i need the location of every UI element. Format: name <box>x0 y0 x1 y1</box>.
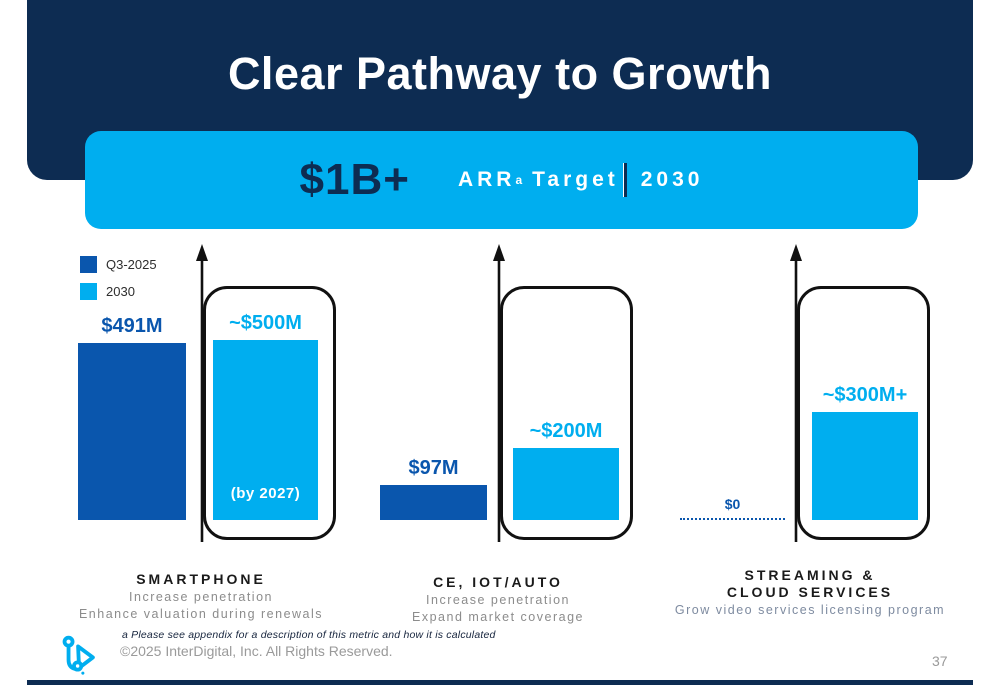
bar-ce-iot-target <box>513 420 619 520</box>
page-number: 37 <box>932 653 948 669</box>
banner-year: 2030 <box>640 168 704 191</box>
interdigital-logo-icon <box>57 635 103 677</box>
caption-streaming <box>645 567 975 618</box>
segment-description: Grow video services licensing program <box>674 603 946 617</box>
bar-ce-iot-current <box>380 457 487 520</box>
axis-arrow-streaming <box>786 244 806 542</box>
bar-rect <box>812 412 918 520</box>
axis-arrow-smartphone <box>192 244 212 542</box>
banner-arr-label: ARR <box>457 168 516 191</box>
bar-rect <box>78 343 186 520</box>
bar-rect <box>380 485 487 520</box>
bar-value-label: ~$200M <box>529 420 603 442</box>
bar-value-label: ~$300M+ <box>822 384 908 406</box>
bar-streaming-target <box>812 384 918 520</box>
bar-zero-dotted-line <box>680 518 785 520</box>
legend-item-2030 <box>80 283 157 300</box>
caption-smartphone <box>70 571 332 622</box>
legend <box>80 256 157 310</box>
bar-note: (by 2027) <box>230 485 301 502</box>
banner-divider <box>623 163 627 197</box>
segment-title: CLOUD SERVICES <box>726 584 894 600</box>
page-title: Clear Pathway to Growth <box>227 48 773 99</box>
legend-label-current: Q3-2025 <box>106 257 157 272</box>
bar-value-label: ~$500M <box>229 312 302 334</box>
segment-description: Increase penetration <box>129 590 273 604</box>
arr-target-banner <box>85 131 918 229</box>
legend-item-q3-2025 <box>80 256 157 273</box>
banner-arr-target <box>458 163 704 197</box>
caption-ce-iot <box>372 574 624 625</box>
segment-description: Increase penetration <box>426 593 570 607</box>
bar-rect <box>513 448 619 520</box>
legend-swatch-target <box>80 283 97 300</box>
bar-streaming-current <box>680 496 785 520</box>
axis-arrow-ce-iot <box>489 244 509 542</box>
banner-target-label: Target <box>532 168 619 191</box>
banner-footnote-marker: a <box>515 173 523 187</box>
bar-smartphone-current <box>78 315 186 520</box>
bar-value-label: $491M <box>101 315 163 337</box>
segment-title: STREAMING & <box>744 567 876 583</box>
banner-amount: $1B+ <box>299 155 410 204</box>
segment-description: Expand market coverage <box>412 610 584 624</box>
bar-rect <box>213 340 318 520</box>
copyright-text: ©2025 InterDigital, Inc. All Rights Reserved. <box>120 643 393 659</box>
bar-smartphone-target <box>213 312 318 520</box>
bar-value-label: $97M <box>408 457 459 479</box>
bar-value-label: $0 <box>724 496 741 512</box>
legend-label-target: 2030 <box>106 284 135 299</box>
segment-description: Enhance valuation during renewals <box>78 607 324 621</box>
footer-band <box>27 680 973 685</box>
appendix-footnote: a Please see appendix for a description of this metric and how it is calculated <box>122 629 496 641</box>
segment-title: CE, IOT/AUTO <box>433 574 563 590</box>
segment-title: SMARTPHONE <box>136 571 266 587</box>
legend-swatch-current <box>80 256 97 273</box>
